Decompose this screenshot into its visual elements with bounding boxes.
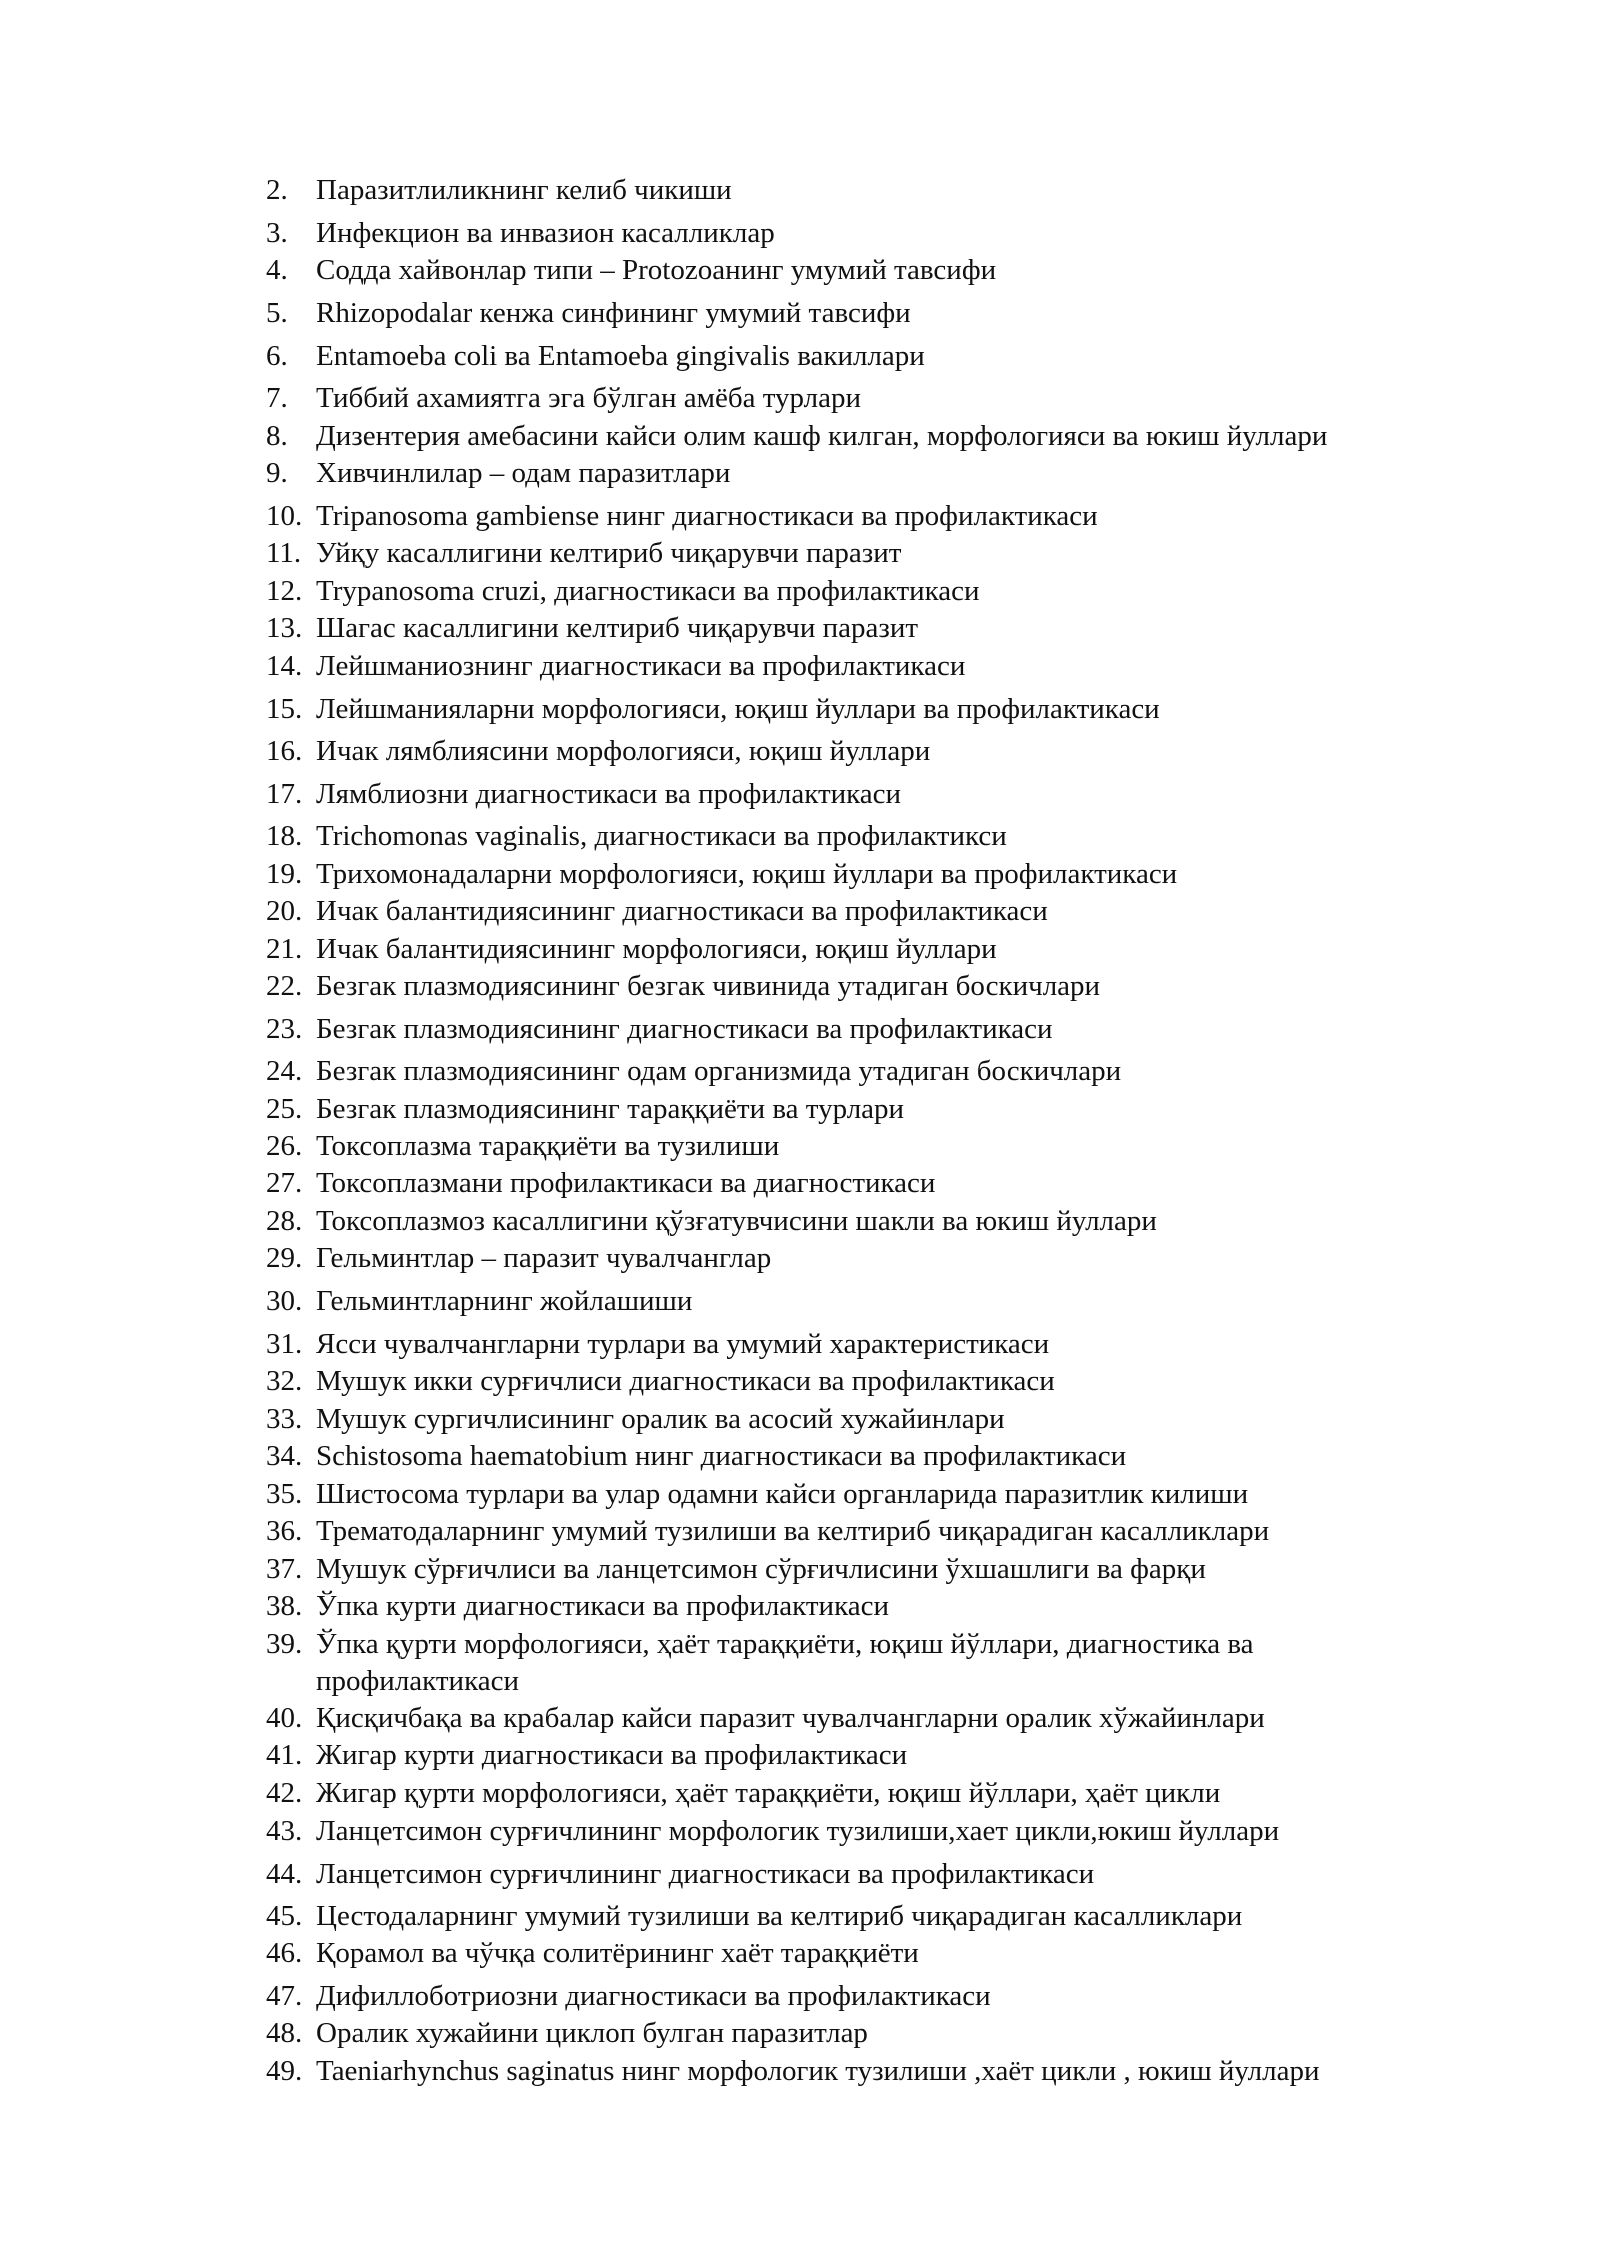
list-item bbox=[266, 380, 1466, 417]
list-item bbox=[266, 1165, 1466, 1202]
item-text: Гельминтларнинг жойлашиши bbox=[316, 1285, 693, 1317]
list-item bbox=[266, 648, 1466, 685]
list-item bbox=[266, 1700, 1466, 1737]
item-text: Шагас касаллигини келтириб чиқарувчи паразит bbox=[316, 612, 919, 644]
list-item bbox=[266, 1813, 1466, 1850]
item-text: Инфекцион ва инвазион касалликлар bbox=[316, 217, 775, 249]
item-number: 46. bbox=[266, 1937, 303, 1969]
item-number: 10. bbox=[266, 500, 303, 532]
item-text: Дифиллоботриозни диагностикаси ва профилактикаси bbox=[316, 1980, 991, 2012]
item-number: 43. bbox=[266, 1815, 303, 1847]
item-number: 25. bbox=[266, 1093, 303, 1125]
item-text: Трематодаларнинг умумий тузилиши ва келтириб чиқарадиган касалликлари bbox=[316, 1515, 1270, 1547]
item-text: Ичак лямблиясини морфологияси, юқиш йуллари bbox=[316, 735, 931, 767]
list-item bbox=[266, 1588, 1466, 1625]
item-text: Жигар курти диагностикаси ва профилактикаси bbox=[316, 1739, 908, 1771]
item-text: Оралик хужайини циклоп булган паразитлар bbox=[316, 2017, 868, 2049]
item-number: 31. bbox=[266, 1328, 303, 1360]
item-number: 45. bbox=[266, 1900, 303, 1932]
list-item bbox=[266, 1898, 1466, 1935]
item-number: 14. bbox=[266, 650, 303, 682]
list-item bbox=[266, 1551, 1466, 1588]
item-text: Уйқу касаллигини келтириб чиқарувчи паразит bbox=[316, 537, 902, 569]
list-item bbox=[266, 1626, 1466, 1700]
list-item bbox=[266, 418, 1466, 455]
list-item bbox=[266, 1240, 1466, 1277]
list-item bbox=[266, 733, 1466, 770]
item-number: 48. bbox=[266, 2017, 303, 2049]
list-item bbox=[266, 252, 1466, 289]
item-number: 32. bbox=[266, 1365, 303, 1397]
item-number: 2. bbox=[266, 174, 288, 206]
item-text: Ланцетсимон сурғичлининг морфологик тузилиши,хает цикли,юкиш йуллари bbox=[316, 1815, 1280, 1847]
item-text: Мушук сургичлисининг оралик ва асосий хужайинлари bbox=[316, 1403, 1005, 1435]
item-number: 20. bbox=[266, 895, 303, 927]
item-number: 4. bbox=[266, 254, 288, 286]
list-item bbox=[266, 931, 1466, 968]
list-item bbox=[266, 1283, 1466, 1320]
list-item bbox=[266, 691, 1466, 728]
item-text: Rhizopodalar кенжа синфининг умумий тавсифи bbox=[316, 297, 911, 329]
item-text: Шистосома турлари ва улар одамни кайси органларида паразитлик килиши bbox=[316, 1478, 1249, 1510]
item-number: 26. bbox=[266, 1130, 303, 1162]
list-item bbox=[266, 776, 1466, 813]
item-number: 7. bbox=[266, 382, 288, 414]
item-text: Trichomonas vaginalis, диагностикаси ва профилактикси bbox=[316, 820, 1007, 852]
list-item bbox=[266, 1856, 1466, 1893]
item-text: Лейшманияларни морфологияси, юқиш йуллари ва профилактикаси bbox=[316, 693, 1160, 725]
list-item bbox=[266, 1326, 1466, 1363]
item-number: 22. bbox=[266, 970, 303, 1002]
list-item bbox=[266, 968, 1466, 1005]
item-text: Паразитлиликнинг келиб чикиши bbox=[316, 174, 732, 206]
list-item bbox=[266, 856, 1466, 893]
item-text: Ясси чувалчангларни турлари ва умумий характеристикаси bbox=[316, 1328, 1050, 1360]
item-text: Безгак плазмодиясининг диагностикаси ва профилактикаси bbox=[316, 1013, 1053, 1045]
item-text: Цестодаларнинг умумий тузилиши ва келтириб чиқарадиган касалликлари bbox=[316, 1900, 1243, 1932]
item-number: 29. bbox=[266, 1242, 303, 1274]
item-number: 6. bbox=[266, 340, 288, 372]
item-number: 38. bbox=[266, 1590, 303, 1622]
item-text: Тиббий ахамиятга эга бўлган амёба турлари bbox=[316, 382, 862, 414]
item-text: Жигар қурти морфологияси, ҳаёт тараққиёти, юқиш йўллари, ҳаёт цикли bbox=[316, 1777, 1221, 1809]
item-text: Токсоплазма тараққиёти ва тузилиши bbox=[316, 1130, 780, 1162]
item-number: 21. bbox=[266, 933, 303, 965]
list-item bbox=[266, 1438, 1466, 1475]
item-text: Trypanosoma cruzi, диагностикаси ва профилактикаси bbox=[316, 575, 980, 607]
item-number: 44. bbox=[266, 1858, 303, 1890]
item-text: Токсоплазмоз касаллигини қўзғатувчисини шакли ва юкиш йуллари bbox=[316, 1205, 1157, 1237]
item-text: Мушук икки сурғичлиси диагностикаси ва профилактикаси bbox=[316, 1365, 1055, 1397]
item-text: Содда хайвонлар типи – Protozoaнинг умумий тавсифи bbox=[316, 254, 997, 286]
item-number: 5. bbox=[266, 297, 288, 329]
list-item bbox=[266, 1775, 1466, 1812]
item-number: 24. bbox=[266, 1055, 303, 1087]
list-item bbox=[266, 1935, 1466, 1972]
item-number: 39. bbox=[266, 1628, 303, 1660]
item-text: Ичак балантидиясининг диагностикаси ва профилактикаси bbox=[316, 895, 1048, 927]
item-text: Қорамол ва чўчқа солитёрининг хаёт тараққиёти bbox=[316, 1937, 919, 1969]
item-number: 36. bbox=[266, 1515, 303, 1547]
list-item bbox=[266, 1737, 1466, 1774]
item-number: 40. bbox=[266, 1702, 303, 1734]
item-text: Taeniarhynchus saginatus нинг морфологик тузилиши ,хаёт цикли , юкиш йуллари bbox=[316, 2055, 1320, 2087]
item-number: 16. bbox=[266, 735, 303, 767]
item-number: 28. bbox=[266, 1205, 303, 1237]
list-item bbox=[266, 573, 1466, 610]
list-item bbox=[266, 338, 1466, 375]
list-item bbox=[266, 455, 1466, 492]
item-text: Токсоплазмани профилактикаси ва диагностикаси bbox=[316, 1167, 936, 1199]
item-text: Хивчинлилар – одам паразитлари bbox=[316, 457, 731, 489]
list-item bbox=[266, 2015, 1466, 2052]
item-number: 47. bbox=[266, 1980, 303, 2012]
list-item bbox=[266, 1401, 1466, 1438]
item-text: Гельминтлар – паразит чувалчанглар bbox=[316, 1242, 772, 1274]
item-number: 34. bbox=[266, 1440, 303, 1472]
list-item bbox=[266, 818, 1466, 855]
item-number: 13. bbox=[266, 612, 303, 644]
list-item bbox=[266, 498, 1466, 535]
item-text: Entamoeba coli ва Entamoeba gingivalis вакиллари bbox=[316, 340, 925, 372]
item-number: 33. bbox=[266, 1403, 303, 1435]
item-text: Ичак балантидиясининг морфологияси, юқиш йуллари bbox=[316, 933, 997, 965]
item-number: 18. bbox=[266, 820, 303, 852]
item-number: 12. bbox=[266, 575, 303, 607]
list-item bbox=[266, 1128, 1466, 1165]
list-item bbox=[266, 1476, 1466, 1513]
list-item bbox=[266, 172, 1466, 209]
list-item bbox=[266, 1203, 1466, 1240]
list-item bbox=[266, 1513, 1466, 1550]
item-number: 37. bbox=[266, 1553, 303, 1585]
item-number: 8. bbox=[266, 420, 288, 452]
item-text: Безгак плазмодиясининг безгак чивинида утадиган боскичлари bbox=[316, 970, 1101, 1002]
item-text: Schistosoma haematobium нинг диагностикаси ва профилактикаси bbox=[316, 1440, 1127, 1472]
item-number: 3. bbox=[266, 217, 288, 249]
list-item bbox=[266, 215, 1466, 252]
item-text: Лейшманиознинг диагностикаси ва профилактикаси bbox=[316, 650, 966, 682]
item-number: 30. bbox=[266, 1285, 303, 1317]
list-item bbox=[266, 610, 1466, 647]
item-number: 27. bbox=[266, 1167, 303, 1199]
item-text: Қисқичбақа ва крабалар кайси паразит чувалчангларни оралик хўжайинлари bbox=[316, 1702, 1265, 1734]
list-item bbox=[266, 1978, 1466, 2015]
list-item bbox=[266, 1091, 1466, 1128]
item-number: 23. bbox=[266, 1013, 303, 1045]
item-number: 17. bbox=[266, 778, 303, 810]
list-item bbox=[266, 1363, 1466, 1400]
item-number: 15. bbox=[266, 693, 303, 725]
list-item bbox=[266, 893, 1466, 930]
item-text: Дизентерия амебасини кайси олим кашф килган, морфологияси ва юкиш йуллари bbox=[316, 420, 1328, 452]
item-text: Лямблиозни диагностикаси ва профилактикаси bbox=[316, 778, 902, 810]
item-text: Ўпка қурти морфологияси, ҳаёт тараққиёти, юқиш йўллари, диагностика ва профилактикаси bbox=[316, 1628, 1254, 1697]
item-number: 9. bbox=[266, 457, 288, 489]
item-text: Ўпка курти диагностикаси ва профилактикаси bbox=[316, 1590, 889, 1622]
item-number: 19. bbox=[266, 858, 303, 890]
list-item bbox=[266, 535, 1466, 572]
list-item bbox=[266, 1053, 1466, 1090]
list-item bbox=[266, 2053, 1466, 2090]
item-text: Ланцетсимон сурғичлининг диагностикаси ва профилактикаси bbox=[316, 1858, 1095, 1890]
list-item bbox=[266, 295, 1466, 332]
item-number: 35. bbox=[266, 1478, 303, 1510]
item-text: Мушук сўрғичлиси ва ланцетсимон сўрғичлисини ўхшашлиги ва фарқи bbox=[316, 1553, 1206, 1585]
item-text: Tripanosoma gambiense нинг диагностикаси ва профилактикаси bbox=[316, 500, 1098, 532]
item-text: Безгак плазмодиясининг одам организмида утадиган боскичлари bbox=[316, 1055, 1122, 1087]
item-number: 42. bbox=[266, 1777, 303, 1809]
list-item bbox=[266, 1011, 1466, 1048]
item-number: 11. bbox=[266, 537, 302, 569]
item-number: 49. bbox=[266, 2055, 303, 2087]
item-text: Трихомонадаларни морфологияси, юқиш йуллари ва профилактикаси bbox=[316, 858, 1178, 890]
item-number: 41. bbox=[266, 1739, 303, 1771]
item-text: Безгак плазмодиясининг тараққиёти ва турлари bbox=[316, 1093, 905, 1125]
